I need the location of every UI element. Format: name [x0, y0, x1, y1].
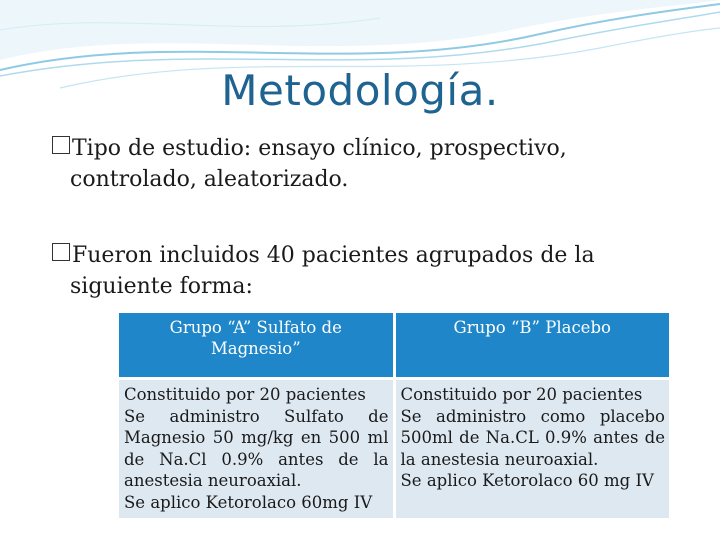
table-row: [119, 380, 669, 518]
table-header-row: [119, 313, 669, 377]
cell-line: Constituido por 20 pacientes: [400, 385, 643, 404]
bullet-patients: [52, 240, 672, 302]
bullet-text-line2: controlado, aleatorizado.: [70, 167, 349, 192]
cell-line: Se administro como placebo 500ml de Na.CL 0.9% antes de la anestesia neuroaxial.: [400, 406, 665, 469]
slide-title: Metodología.: [221, 66, 499, 115]
header-group-b: Grupo “B” Placebo: [396, 313, 670, 377]
bullet-text-line1: Tipo de estudio: ensayo clínico, prospectivo,: [72, 136, 567, 161]
header-group-a: Grupo “A” Sulfato de Magnesio”: [119, 313, 393, 377]
groups-table: [116, 310, 672, 521]
cell-line: Constituido por 20 pacientes: [124, 385, 366, 404]
bullet-box-icon: [52, 136, 70, 154]
cell-group-a: [119, 380, 393, 518]
cell-line: Se aplico Ketorolaco 60 mg IV: [400, 471, 654, 491]
bullet-study-type: [52, 133, 672, 195]
bullet-text-line1: Fueron incluidos 40 pacientes agrupados de la: [72, 243, 595, 268]
cell-line: Se aplico Ketorolaco 60mg IV: [124, 492, 373, 512]
bullet-text-line2: siguiente forma:: [70, 274, 253, 299]
cell-group-b: [396, 380, 670, 518]
bullet-box-icon: [52, 243, 70, 261]
cell-line: Se administro Sulfato de Magnesio 50 mg/kg en 500 ml de Na.Cl 0.9% antes de la anestesia neuroaxial.: [124, 406, 389, 491]
